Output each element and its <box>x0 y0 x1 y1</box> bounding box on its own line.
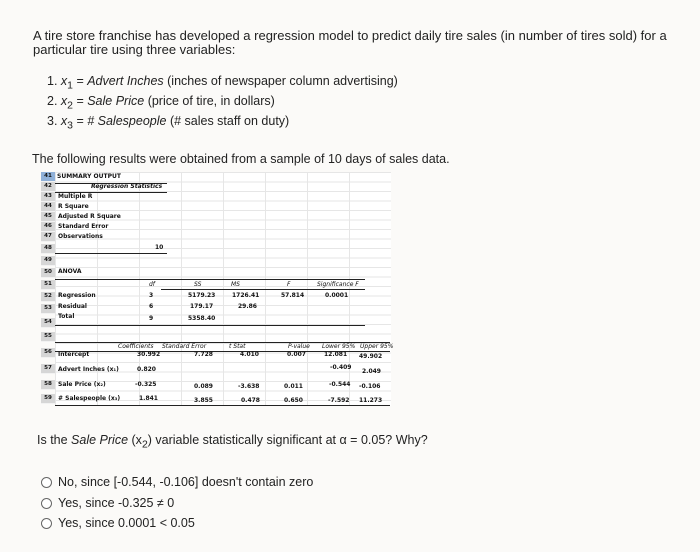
anova-row-label: Total <box>58 313 75 320</box>
radio-button[interactable] <box>41 518 52 529</box>
anova-ms: 29.86 <box>238 303 257 310</box>
row-number: 47 <box>41 232 55 242</box>
question-post: ) variable statistically significant at α = 0.05? Why? <box>147 433 428 447</box>
coef-upper: 11.273 <box>359 397 383 404</box>
radio-button[interactable] <box>41 498 52 509</box>
variable-subscript: 2 <box>67 100 73 112</box>
row-number: 55 <box>41 332 55 342</box>
variable-subscript: 1 <box>67 80 73 92</box>
coef-p-value: 0.011 <box>284 383 303 390</box>
coef-header: Upper 95% <box>360 343 394 350</box>
question-symbol: (x <box>131 433 142 447</box>
variable-list <box>47 74 398 134</box>
row-number: 48 <box>41 244 55 254</box>
row-number: 49 <box>41 256 55 266</box>
answer-option[interactable] <box>41 496 174 510</box>
coef-header: Lower 95% <box>322 343 356 350</box>
coef-header: Coefficients <box>118 343 154 350</box>
anova-header: SS <box>194 281 202 288</box>
coef-value: 0.820 <box>137 366 156 373</box>
answer-label[interactable]: Yes, since -0.325 ≠ 0 <box>58 496 175 510</box>
row-number: 58 <box>41 380 55 390</box>
stat-label: Standard Error <box>58 223 109 230</box>
anova-df: 6 <box>149 303 154 310</box>
stat-label: Adjusted R Square <box>58 213 121 220</box>
question-pre: Is the <box>37 433 72 447</box>
coef-row-label: # Salespeople (x₃) <box>58 395 121 402</box>
row-number: 56 <box>41 348 55 358</box>
coef-lower: -0.409 <box>330 364 352 371</box>
anova-row-label: Residual <box>58 303 87 310</box>
variable-name: # Salespeople <box>87 114 167 128</box>
variable-item: 2. $x_2$ = Sale Price (price of tire, in dollars) <box>47 94 275 112</box>
variable-symbol: x <box>60 114 68 128</box>
coef-header: P-value <box>288 343 310 350</box>
coef-value: 1.841 <box>139 395 158 402</box>
row-number: 53 <box>41 304 55 314</box>
variable-item: 3. $x_3$ = # Salespeople (# sales staff on duty) <box>47 114 290 132</box>
anova-row-label: Regression <box>58 292 96 299</box>
row-number: 43 <box>41 192 55 202</box>
coef-upper: 49.902 <box>359 353 383 360</box>
row-number: 52 <box>41 292 55 302</box>
variable-number: 1. <box>47 74 58 88</box>
coef-row-label: Intercept <box>58 351 90 358</box>
anova-ss: 179.17 <box>190 303 214 310</box>
coef-p-value: 0.007 <box>287 351 306 358</box>
coef-p-value: 0.650 <box>284 397 303 404</box>
variable-item: 1. $x_1$ = Advert Inches (inches of newspaper column advertising) <box>47 74 398 92</box>
row-number: 45 <box>41 212 55 222</box>
coef-lower: 12.081 <box>324 351 348 358</box>
row-number: 44 <box>41 202 55 212</box>
row-number: 57 <box>41 364 55 374</box>
anova-header: df <box>149 281 155 288</box>
summary-title: SUMMARY OUTPUT <box>57 173 121 180</box>
variable-symbol: x <box>60 94 68 108</box>
row-number: 50 <box>41 268 55 278</box>
coef-t-stat: -3.638 <box>238 383 260 390</box>
coef-row-label: Advert Inches (x₁) <box>58 366 119 373</box>
row-number: 59 <box>41 394 55 404</box>
coef-value: -0.325 <box>135 381 157 388</box>
anova-ss: 5179.23 <box>188 292 216 299</box>
coef-t-stat: 4.010 <box>240 351 259 358</box>
variable-symbol: x <box>60 74 68 88</box>
anova-ss: 5358.40 <box>188 315 216 322</box>
coef-row-label: Sale Price (x₂) <box>58 381 106 388</box>
question-variable: Sale Price <box>71 433 129 447</box>
row-number: 46 <box>41 222 55 232</box>
problem-intro: A tire store franchise has developed a regression model to predict daily tire sales (in number of tires sold) for a particular tire using three variables: <box>33 28 667 57</box>
answer-label[interactable]: No, since [-0.544, -0.106] doesn't contain zero <box>58 475 314 489</box>
coef-header: t Stat <box>229 343 246 350</box>
coef-lower: -0.544 <box>329 381 351 388</box>
variable-name: Advert Inches <box>87 74 164 88</box>
row-number: 54 <box>41 318 55 328</box>
coef-upper: 2.049 <box>362 368 381 375</box>
anova-header: F <box>287 281 291 288</box>
results-statement: The following results were obtained from a sample of 10 days of sales data. <box>32 152 450 166</box>
answer-option[interactable] <box>41 475 313 489</box>
variable-description: (inches of newspaper column advertising) <box>167 74 398 88</box>
row-number: 41 <box>41 172 55 182</box>
anova-significance: 0.0001 <box>325 292 349 299</box>
anova-header: Significance F <box>317 281 359 288</box>
answer-option[interactable] <box>41 516 195 530</box>
regression-statistics-header: Regression Statistics <box>91 183 163 190</box>
stat-label: R Square <box>58 203 89 210</box>
anova-f: 57.814 <box>281 292 305 299</box>
regression-output-sheet <box>41 172 394 406</box>
stat-label: Observations <box>58 233 103 240</box>
question-subscript: 2 <box>141 439 148 451</box>
coef-header: Standard Error <box>162 343 207 350</box>
anova-ms: 1726.41 <box>232 292 260 299</box>
anova-df: 9 <box>149 315 154 322</box>
row-number: 42 <box>41 182 55 192</box>
variable-number: 3. <box>47 114 58 128</box>
variable-subscript: 3 <box>67 120 73 132</box>
radio-button[interactable] <box>41 477 52 488</box>
observations-value: 10 <box>155 244 164 251</box>
coef-value: 30.992 <box>137 351 161 358</box>
answer-label[interactable]: Yes, since 0.0001 < 0.05 <box>58 516 195 530</box>
coef-t-stat: 0.478 <box>241 397 260 404</box>
variable-description: (price of tire, in dollars) <box>147 94 275 108</box>
coef-std-error: 0.089 <box>194 383 213 390</box>
variable-description: (# sales staff on duty) <box>169 114 290 128</box>
variable-number: 2. <box>47 94 58 108</box>
question-text <box>37 433 428 451</box>
anova-label: ANOVA <box>58 268 82 275</box>
coef-upper: -0.106 <box>359 383 381 390</box>
anova-df: 3 <box>149 292 154 299</box>
coef-std-error: 3.855 <box>194 397 213 404</box>
coef-lower: -7.592 <box>328 397 350 404</box>
row-number: 51 <box>41 280 55 290</box>
coef-std-error: 7.728 <box>194 351 213 358</box>
stat-label: Multiple R <box>58 193 93 200</box>
anova-header: MS <box>231 281 240 288</box>
variable-name: Sale Price <box>87 94 145 108</box>
